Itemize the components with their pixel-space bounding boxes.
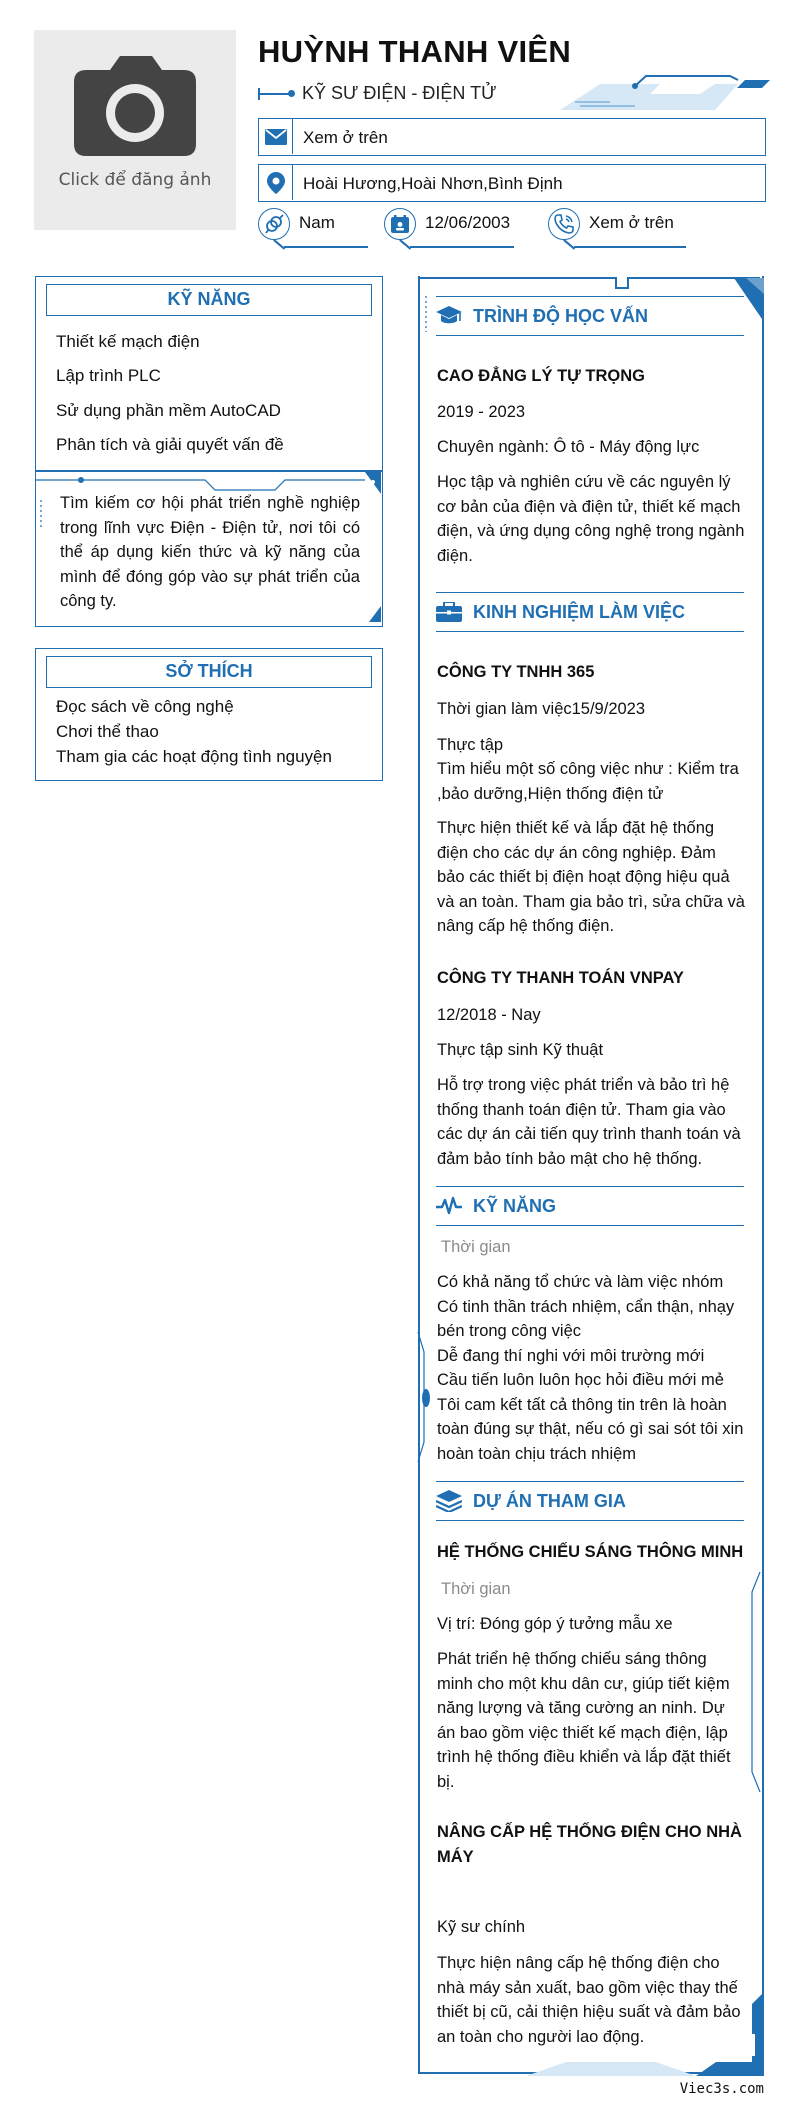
- job-position: Thực tập sinh Kỹ thuật: [437, 1041, 604, 1059]
- mail-icon-box: [259, 119, 293, 154]
- job-description: Thực hiện thiết kế và lắp đặt hệ thống điện cho các dự án công nghiệp. Đảm bảo các thiết bị điện hoạt động hiệu quả và an toàn. Tham gia bảo trì, sửa chữa và nâng cấp hệ thống điện.: [437, 819, 745, 935]
- address-field[interactable]: [258, 164, 766, 202]
- graduation-cap-icon-wrap: [436, 304, 462, 328]
- footer-brand: Viec3s.com: [679, 2081, 764, 2097]
- school-name: CAO ĐẲNG LÝ TỰ TRỌNG: [437, 367, 646, 385]
- briefcase-icon-wrap: [436, 600, 462, 624]
- phone-value: Xem ở trên: [589, 213, 674, 232]
- gender-value: Nam: [299, 213, 335, 232]
- project-time-placeholder: Thời gian: [441, 1580, 511, 1598]
- experience-section-header: [436, 592, 744, 632]
- gender-icon: [264, 214, 284, 234]
- avatar-placeholder[interactable]: [34, 30, 236, 230]
- project-description: Thực hiện nâng cấp hệ thống điện cho nhà máy sản xuất, bao gồm việc thay thế thiết bị cũ, cải thiện hiệu suất và đảm bảo an toàn cho người lao động.: [437, 1954, 741, 2046]
- job-company: CÔNG TY TNHH 365: [437, 663, 595, 681]
- birthday-value: 12/06/2003: [425, 213, 511, 232]
- briefcase-icon: [436, 602, 462, 622]
- photo-caption: Click để đăng ảnh: [58, 170, 212, 190]
- calendar-icon-ring: [384, 208, 416, 240]
- address-value: Hoài Hương,Hoài Nhơn,Bình Định: [303, 174, 563, 193]
- calendar-icon: [391, 215, 409, 233]
- full-name: HUỲNH THANH VIÊN: [258, 34, 572, 69]
- education-period: 2019 - 2023: [437, 403, 526, 421]
- phone-icon-ring: [548, 208, 580, 240]
- job-task: Tìm hiểu một số công việc như : Kiểm tra ,bảo dưỡng,Hiện thống điện tử: [437, 760, 739, 803]
- skills-title: KỸ NĂNG: [46, 284, 372, 316]
- underline: [410, 246, 514, 248]
- hobby-item: Đọc sách về công nghệ: [56, 697, 234, 716]
- project-role: Vị trí: Đóng góp ý tưởng mẫu xe: [437, 1615, 673, 1633]
- project-description: Phát triển hệ thống chiếu sáng thông minh cho một khu dân cư, giúp tiết kiệm năng lượng và tăng cường an ninh. Dự án bao gồm việc thiết kế mạch điện, lập trình hệ thống điều khiển và lắp đặt thiết bị.: [437, 1650, 731, 1791]
- education-title: TRÌNH ĐỘ HỌC VẤN: [473, 306, 648, 326]
- layers-icon: [436, 1490, 462, 1512]
- underline-tail: [274, 239, 286, 249]
- location-icon: [267, 172, 285, 194]
- title-dot: [288, 90, 295, 97]
- skills-time-placeholder: Thời gian: [441, 1238, 511, 1256]
- email-field[interactable]: [258, 118, 766, 156]
- skills2-title: KỸ NĂNG: [473, 1196, 557, 1216]
- skill-item: Sử dụng phần mềm AutoCAD: [56, 401, 281, 420]
- objective-text: Tìm kiếm cơ hội phát triển nghề nghiệp trong lĩnh vực Điện - Điện tử, nơi tôi có thể áp dụng kiến thức và kỹ năng của mình để đóng góp vào sự phát triển của công ty.: [60, 494, 360, 610]
- hobbies-title: SỞ THÍCH: [46, 656, 372, 688]
- hobby-item: Chơi thể thao: [56, 722, 159, 741]
- gender-icon-ring: [258, 208, 290, 240]
- project-name: NÂNG CẤP HỆ THỐNG ĐIỆN CHO NHÀ MÁY: [437, 1823, 742, 1866]
- job-time: Thời gian làm việc15/9/2023: [437, 700, 646, 718]
- underline-tail: [400, 239, 412, 249]
- underline: [574, 246, 686, 248]
- pulse-icon-wrap: [436, 1194, 462, 1218]
- skills-box: [35, 276, 383, 472]
- projects-section-header: [436, 1481, 744, 1521]
- job-description: Hỗ trợ trong việc phát triển và bảo trì hệ thống thanh toán điện tử. Tham gia vào các dự án cải tiến quy trình thanh toán và đảm bảo tính bảo mật cho hệ thống.: [437, 1076, 741, 1168]
- project-role: Kỹ sư chính: [437, 1918, 526, 1936]
- email-value: Xem ở trên: [303, 128, 388, 147]
- career-objective-box: [35, 470, 383, 627]
- layers-icon-wrap: [436, 1489, 462, 1513]
- job-title: KỸ SƯ ĐIỆN - ĐIỆN TỬ: [302, 83, 497, 103]
- job-company: CÔNG TY THANH TOÁN VNPAY: [437, 969, 684, 987]
- mail-icon: [265, 129, 287, 145]
- skill-item: Phân tích và giải quyết vấn đề: [56, 435, 284, 454]
- hobby-item: Tham gia các hoạt động tình nguyện: [56, 747, 332, 766]
- project-name: HỆ THỐNG CHIẾU SÁNG THÔNG MINH: [437, 1543, 744, 1561]
- title-line: [258, 93, 292, 95]
- skills-text: Có khả năng tổ chức và làm việc nhóm Có tinh thần trách nhiệm, cẩn thận, nhạy bén trong công việc Dễ đang thí nghi với môi trường mới Cầu tiến luôn luôn học hỏi điều mới mẻ Tôi cam kết tất cả thông tin trên là hoàn toàn đúng sự thật, nếu có gì sai sót tôi xin hoàn toàn chịu trách nhiệm: [437, 1273, 744, 1463]
- education-major: Chuyên ngành: Ô tô - Máy động lực: [437, 438, 700, 456]
- graduation-cap-icon: [436, 306, 462, 326]
- job-position: Thực tập: [437, 736, 504, 754]
- pulse-icon: [436, 1196, 462, 1216]
- skills-section-header: [436, 1186, 744, 1226]
- location-icon-box: [259, 165, 293, 200]
- skill-item: Thiết kế mạch điện: [56, 332, 200, 351]
- hobbies-box: [35, 648, 383, 781]
- education-section-header: [436, 296, 744, 336]
- projects-title: DỰ ÁN THAM GIA: [473, 1491, 626, 1511]
- experience-title: KINH NGHIỆM LÀM VIỆC: [473, 602, 686, 622]
- phone-icon: [554, 214, 574, 234]
- camera-icon: [74, 56, 196, 156]
- job-time: 12/2018 - Nay: [437, 1006, 541, 1024]
- skill-item: Lập trình PLC: [56, 366, 161, 385]
- underline: [284, 246, 368, 248]
- underline-tail: [564, 239, 576, 249]
- education-description: Học tập và nghiên cứu về các nguyên lý cơ bản của điện và điện tử, thiết kế mạch điện, và ứng dụng công nghệ trong ngành điện.: [437, 473, 745, 565]
- header-decoration: [540, 70, 770, 112]
